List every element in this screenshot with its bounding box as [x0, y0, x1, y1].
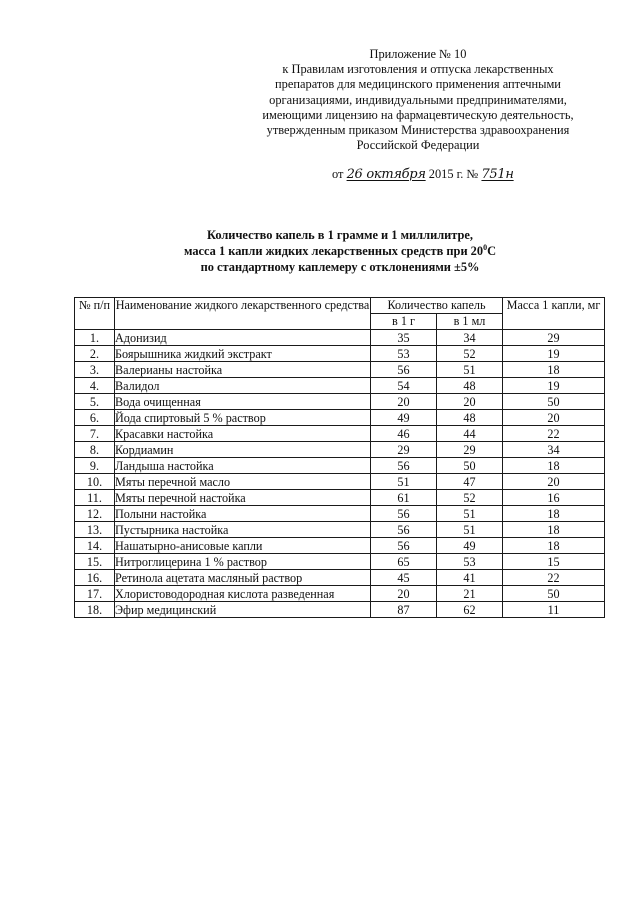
appendix-line: препаратов для медицинского применения аптечными: [275, 77, 561, 92]
row-number: 8.: [75, 442, 115, 458]
drop-mass: 34: [503, 442, 605, 458]
table-row: [75, 570, 605, 586]
header-drop-mass: Масса 1 капли, мг: [503, 298, 605, 330]
drops-per-gram: 56: [371, 506, 437, 522]
table-row: [75, 554, 605, 570]
document-title: [120, 228, 560, 275]
drops-per-gram: 51: [371, 474, 437, 490]
table-row: [75, 394, 605, 410]
degree-superscript: 0: [483, 242, 488, 252]
drug-name: Пустырника настойка: [115, 522, 371, 538]
drop-mass: 19: [503, 346, 605, 362]
row-number: 4.: [75, 378, 115, 394]
row-number: 16.: [75, 570, 115, 586]
title-line-2: [120, 244, 560, 260]
drug-name: Мяты перечной масло: [115, 474, 371, 490]
drug-name: Кордиамин: [115, 442, 371, 458]
drug-name: Боярышника жидкий экстракт: [115, 346, 371, 362]
table-row: [75, 362, 605, 378]
drops-per-gram: 46: [371, 426, 437, 442]
drops-per-gram: 65: [371, 554, 437, 570]
drops-per-gram: 45: [371, 570, 437, 586]
row-number: 6.: [75, 410, 115, 426]
drops-per-ml: 20: [437, 394, 503, 410]
drop-mass: 20: [503, 410, 605, 426]
header-number: № п/п: [75, 298, 115, 330]
drug-name: Красавки настойка: [115, 426, 371, 442]
drug-name: Полыни настойка: [115, 506, 371, 522]
drop-mass: 50: [503, 394, 605, 410]
drug-name: Йода спиртовый 5 % раствор: [115, 410, 371, 426]
drops-per-gram: 56: [371, 538, 437, 554]
table-row: [75, 522, 605, 538]
drops-table: [74, 297, 605, 618]
table-header-row: [75, 298, 605, 314]
drop-mass: 15: [503, 554, 605, 570]
appendix-header: [246, 47, 590, 153]
table-row: [75, 458, 605, 474]
drop-mass: 29: [503, 330, 605, 346]
table-row: [75, 410, 605, 426]
drop-mass: 50: [503, 586, 605, 602]
appendix-line: организациями, индивидуальными предпринимателями,: [269, 92, 567, 107]
drops-per-ml: 52: [437, 490, 503, 506]
drops-per-ml: 29: [437, 442, 503, 458]
drug-name: Ретинола ацетата масляный раствор: [115, 570, 371, 586]
row-number: 3.: [75, 362, 115, 378]
drops-per-ml: 52: [437, 346, 503, 362]
table-row: [75, 506, 605, 522]
title-line-2-text: масса 1 капли жидких лекарственных средств при 20: [183, 243, 484, 258]
drops-per-ml: 47: [437, 474, 503, 490]
drops-per-ml: 51: [437, 362, 503, 378]
drop-mass: 19: [503, 378, 605, 394]
drop-mass: 20: [503, 474, 605, 490]
header-per-ml: в 1 мл: [437, 314, 503, 330]
drops-per-ml: 51: [437, 522, 503, 538]
drop-mass: 22: [503, 570, 605, 586]
table-row: [75, 602, 605, 618]
drop-mass: 18: [503, 362, 605, 378]
drops-per-gram: 53: [371, 346, 437, 362]
drops-per-ml: 41: [437, 570, 503, 586]
handwritten-date: 26 октября: [346, 167, 426, 182]
title-line-1: Количество капель в 1 грамме и 1 миллилитре,: [206, 228, 474, 242]
row-number: 9.: [75, 458, 115, 474]
table-row: [75, 474, 605, 490]
drug-name: Хлористоводородная кислота разведенная: [115, 586, 371, 602]
order-year: 2015 г. №: [428, 167, 479, 181]
handwritten-order-number: 751н: [481, 167, 514, 182]
drug-name: Нитроглицерина 1 % раствор: [115, 554, 371, 570]
drops-per-ml: 34: [437, 330, 503, 346]
drops-per-gram: 54: [371, 378, 437, 394]
table-row: [75, 442, 605, 458]
drops-per-gram: 87: [371, 602, 437, 618]
appendix-line: к Правилам изготовления и отпуска лекарственных: [282, 62, 554, 77]
drops-per-ml: 21: [437, 586, 503, 602]
drop-mass: 18: [503, 506, 605, 522]
table-row: [75, 538, 605, 554]
drops-per-ml: 44: [437, 426, 503, 442]
row-number: 12.: [75, 506, 115, 522]
drops-per-ml: 48: [437, 378, 503, 394]
drug-name: Вода очищенная: [115, 394, 371, 410]
drug-name: Валидол: [115, 378, 371, 394]
row-number: 14.: [75, 538, 115, 554]
table-row: [75, 490, 605, 506]
title-line-3: по стандартному каплемеру с отклонениями ±5%: [200, 259, 480, 274]
drug-name: Нашатырно-анисовые капли: [115, 538, 371, 554]
drops-per-gram: 20: [371, 586, 437, 602]
appendix-line: утвержденным приказом Министерства здравоохранения: [266, 123, 570, 138]
order-prefix: от: [332, 167, 344, 181]
table-row: [75, 330, 605, 346]
order-reference: [332, 166, 514, 183]
drop-mass: 18: [503, 522, 605, 538]
drops-per-gram: 56: [371, 458, 437, 474]
table-row: [75, 586, 605, 602]
drops-per-gram: 20: [371, 394, 437, 410]
row-number: 5.: [75, 394, 115, 410]
header-name: Наименование жидкого лекарственного средства: [115, 298, 371, 330]
row-number: 15.: [75, 554, 115, 570]
row-number: 1.: [75, 330, 115, 346]
drug-name: Адонизид: [115, 330, 371, 346]
row-number: 10.: [75, 474, 115, 490]
drops-per-gram: 56: [371, 362, 437, 378]
drops-per-gram: 29: [371, 442, 437, 458]
drops-per-gram: 56: [371, 522, 437, 538]
drug-name: Ландыша настойка: [115, 458, 371, 474]
drops-per-gram: 61: [371, 490, 437, 506]
drop-mass: 16: [503, 490, 605, 506]
row-number: 11.: [75, 490, 115, 506]
appendix-line: Приложение № 10: [369, 47, 467, 61]
appendix-line: имеющими лицензию на фармацевтическую деятельность,: [262, 107, 574, 122]
drop-mass: 18: [503, 538, 605, 554]
drops-per-gram: 49: [371, 410, 437, 426]
header-drop-count: Количество капель: [371, 298, 503, 314]
drug-name: Эфир медицинский: [115, 602, 371, 618]
row-number: 2.: [75, 346, 115, 362]
drop-mass: 18: [503, 458, 605, 474]
table-row: [75, 426, 605, 442]
drops-per-ml: 53: [437, 554, 503, 570]
drops-per-ml: 48: [437, 410, 503, 426]
row-number: 17.: [75, 586, 115, 602]
drops-per-ml: 51: [437, 506, 503, 522]
drops-per-ml: 49: [437, 538, 503, 554]
table-row: [75, 378, 605, 394]
row-number: 18.: [75, 602, 115, 618]
celsius-letter: С: [487, 243, 497, 258]
row-number: 13.: [75, 522, 115, 538]
drop-mass: 11: [503, 602, 605, 618]
drops-per-gram: 35: [371, 330, 437, 346]
drop-mass: 22: [503, 426, 605, 442]
drug-name: Валерианы настойка: [115, 362, 371, 378]
table-row: [75, 346, 605, 362]
header-per-gram: в 1 г: [371, 314, 437, 330]
drops-per-ml: 50: [437, 458, 503, 474]
drops-per-ml: 62: [437, 602, 503, 618]
appendix-line: Российской Федерации: [356, 138, 480, 153]
row-number: 7.: [75, 426, 115, 442]
drug-name: Мяты перечной настойка: [115, 490, 371, 506]
